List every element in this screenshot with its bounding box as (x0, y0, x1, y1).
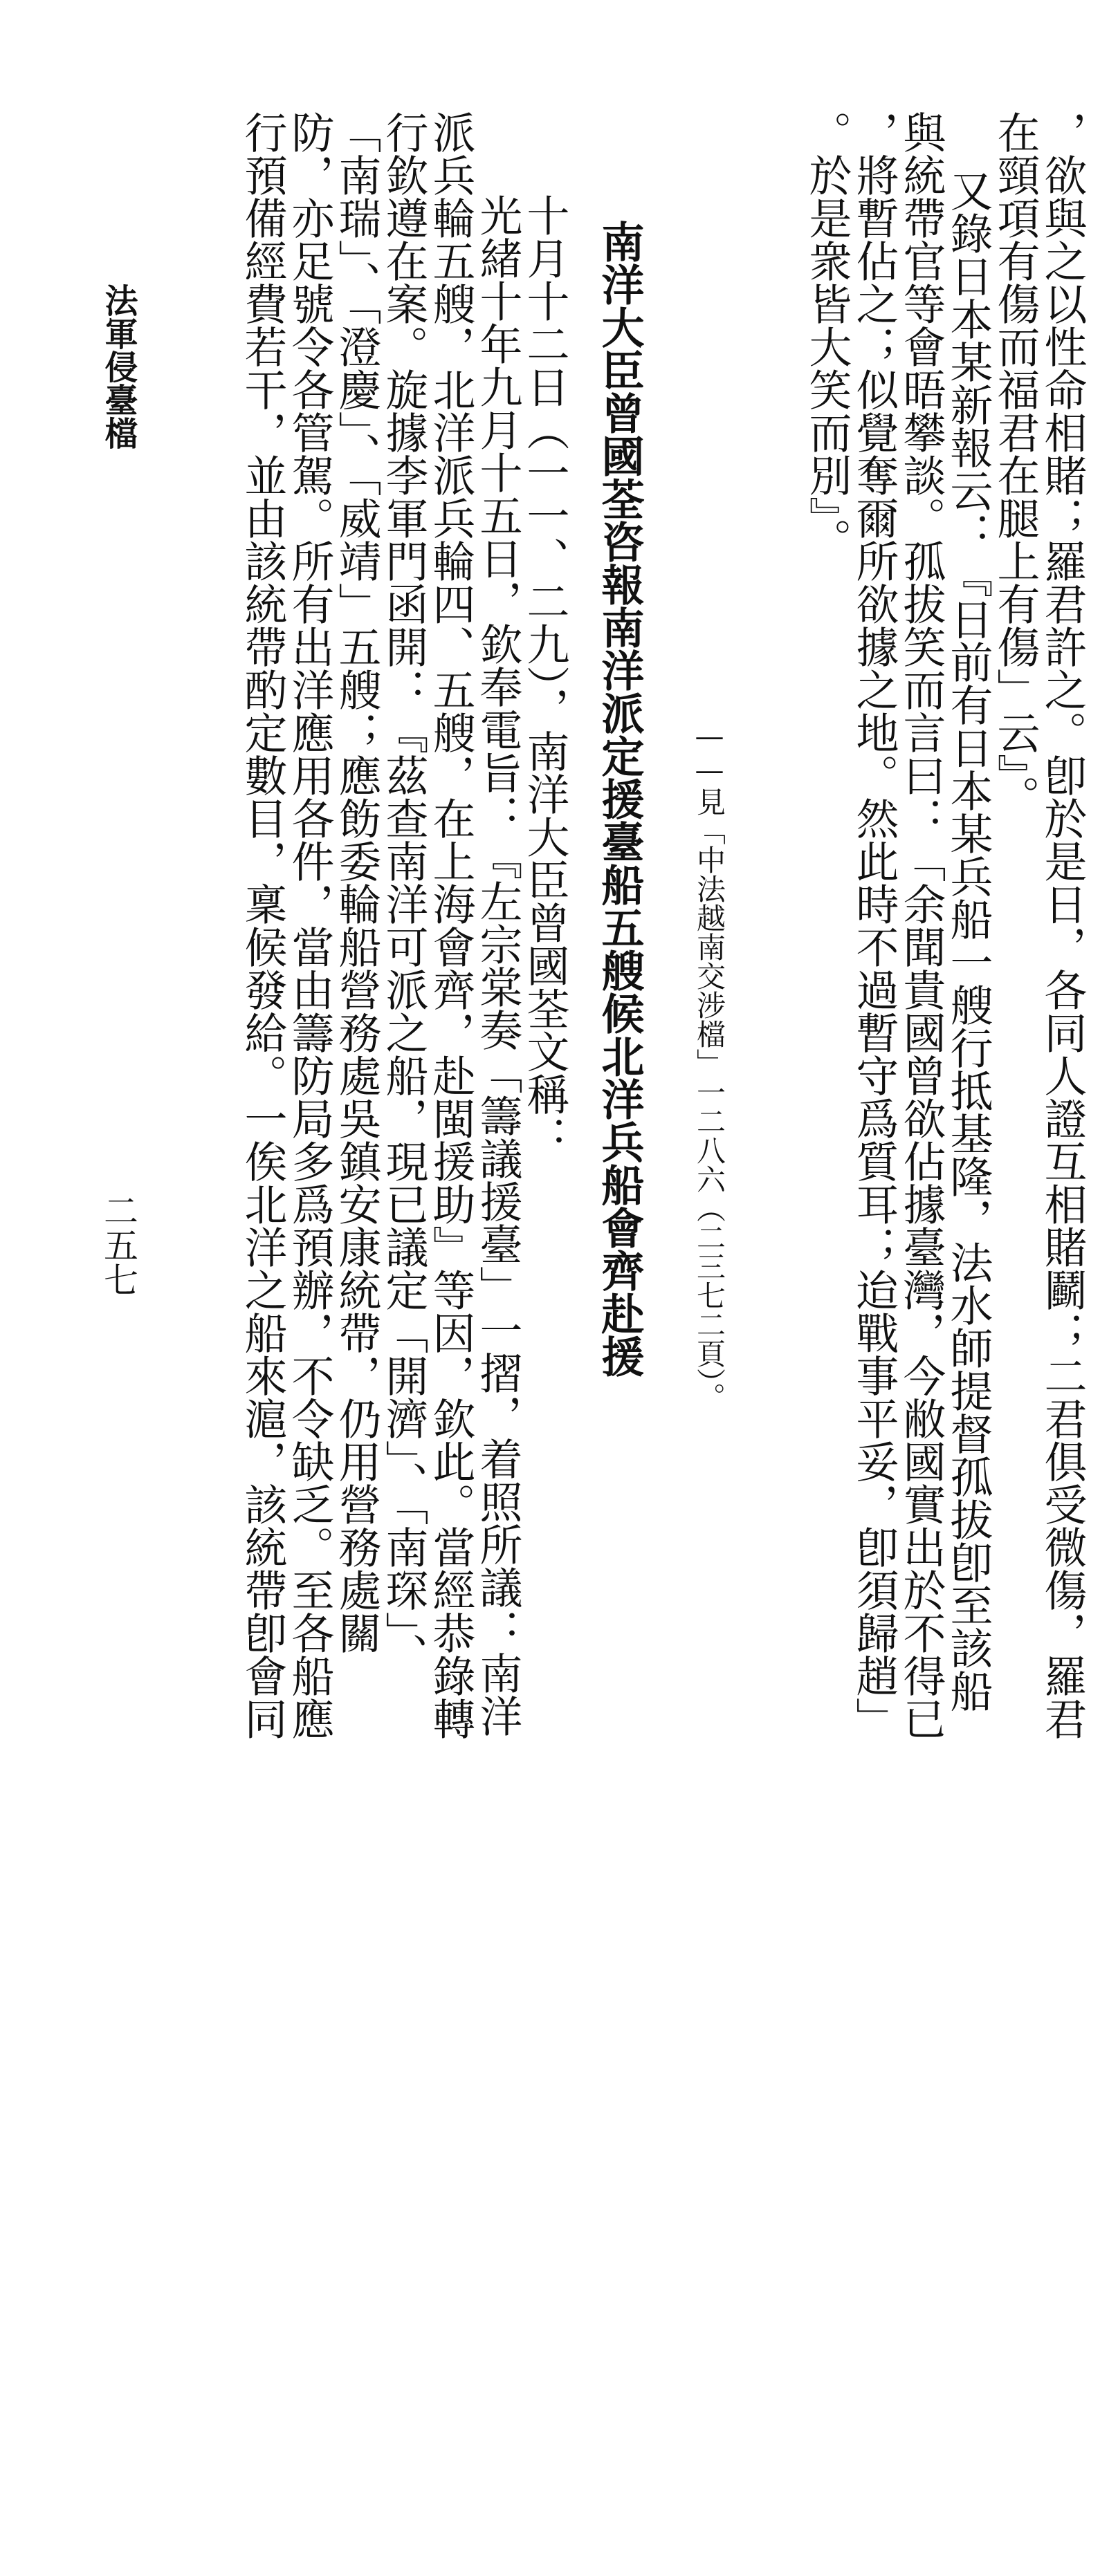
text-column-13: 「南瑞」、「澄慶」、「威靖」五艘；應飭委輪船營務處吳鎮安康統帶，仍用營務處關 (331, 111, 382, 1654)
text-column-3: 又錄日本某新報云：『日前有日本某兵船一艘行抵基隆，法水師提督孤拔卽至該船 (943, 169, 993, 1712)
text-column-14: 防，亦足號令各管駕。所有出洋應用各件，當由籌防局多爲預辦，不令缺乏。至各船應 (284, 111, 335, 1740)
text-column-11: 派兵輪五艘，北洋派兵輪四、五艘，在上海會齊，赴閩援助』等因，欽此。當經恭錄轉 (425, 111, 476, 1740)
text-column-5: ，將暫佔之；似覺奪爾所欲據之地。然此時不過暫守爲質耳；迨戰事平妥，卽須歸趙」 (849, 111, 899, 1740)
text-column-4: 與統帶官等會晤攀談。孤拔笑而言曰：「余聞貴國曾欲佔據臺灣，今敝國實出於不得已 (896, 111, 946, 1740)
book-title: 法軍侵臺檔 (99, 284, 138, 450)
text-column-2: 在頸項有傷而福君在腿上有傷」云』。 (990, 111, 1041, 818)
text-column-10: 光緒十年九月十五日，欽奉電旨：『左宗棠奏「籌議援臺」一摺，着照所議：南洋 (473, 194, 523, 1737)
source-citation: ——見「中法越南交涉檔」一二八六（二三七二頁）。 (693, 719, 726, 1411)
text-column-12: 行欽遵在案。旋據李軍門函開：『茲查南洋可派之船，現已議定「開濟」、「南琛」、 (378, 111, 429, 1676)
section-title: 南洋大臣曾國荃咨報南洋派定援臺船五艘候北洋兵船會齊赴援 (594, 220, 645, 1378)
text-column-6: 。於是衆皆大笑而別』。 (802, 111, 852, 561)
page-number: 二五七 (98, 1193, 138, 1297)
text-column-15: 行預備經費若干，並由該統帶酌定數目，稟候發給。一俟北洋之船來滬，該統帶卽會同 (237, 111, 288, 1740)
text-column-1: ，欲與之以性命相賭；羅君許之。卽於是日，各同人證互相賭鬬；二君俱受微傷，羅君 (1037, 111, 1088, 1740)
text-column-9: 十月十二日（一一、二九），南洋大臣曾國荃文稱： (520, 194, 570, 1158)
